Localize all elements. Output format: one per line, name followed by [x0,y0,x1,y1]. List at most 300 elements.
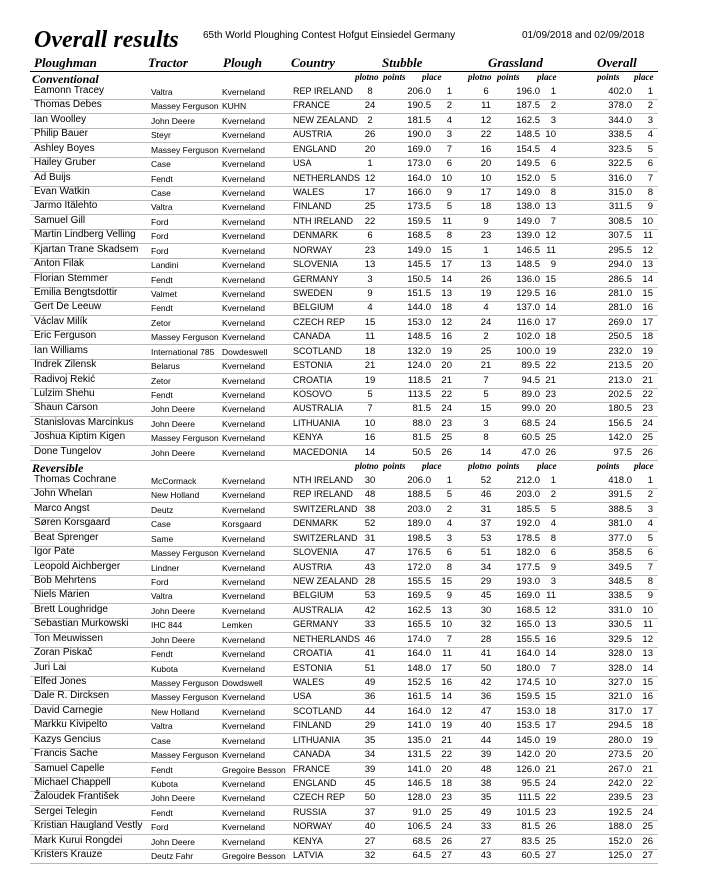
ploughman-name: John Whelan [34,488,93,500]
grassland-points: 149.0 [516,215,540,227]
stubble-place: 15 [441,244,452,256]
country-cell: SWITZERLAND [293,532,358,543]
grassland-place: 23 [545,806,556,818]
country-cell: CANADA [293,749,331,760]
overall-points: 329.5 [608,633,632,645]
stubble-plotno: 30 [364,475,376,486]
stubble-plotno: 22 [364,215,376,227]
stubble-place: 22 [441,749,452,761]
grassland-points: 177.5 [516,561,540,573]
stubble-place: 11 [442,215,452,227]
ploughman-name: Radivoj Rekić [34,373,96,385]
stubble-points: 169.5 [407,590,431,602]
grassland-points: 102.0 [516,331,540,343]
table-row [0,532,709,546]
grassland-plotno: 35 [480,792,492,804]
stubble-place: 21 [441,734,452,746]
overall-place-header: place [634,461,654,471]
overall-points: 286.5 [608,273,632,285]
plough-cell: Kverneland [222,433,266,444]
grassland-place: 4 [550,518,556,530]
plough-cell: Kverneland [222,361,266,372]
country-cell: SWITZERLAND [293,503,358,514]
ploughman-name: Emilia Bengtsdottir [34,287,118,299]
country-cell: SCOTLAND [293,345,343,356]
ploughman-name: Kjartan Trane Skadsem [34,243,139,255]
plough-cell: Kverneland [222,404,266,415]
stubble-points: 141.0 [407,763,431,775]
plough-cell: KUHN [222,101,247,112]
plough-cell: Kverneland [222,807,266,818]
grassland-place: 4 [550,143,556,155]
overall-place: 10 [642,215,653,227]
stubble-place: 19 [441,720,452,732]
plough-cell: Kverneland [222,188,266,198]
table-row [0,820,709,834]
stubble-place: 8 [446,561,452,573]
grassland-points: 126.0 [516,763,540,775]
overall-place: 4 [647,518,653,530]
grassland-place: 21 [545,763,556,775]
grassland-plotno: 11 [481,100,491,112]
plough-cell: Kverneland [222,735,266,746]
tractor-cell: IHC 844 [151,620,183,631]
plough-cell: Kverneland [222,375,266,386]
stubble-points: 181.5 [407,114,431,126]
stubble-plotno: 11 [365,331,375,343]
country-cell: SCOTLAND [293,705,343,716]
plough-cell: Kverneland [222,332,266,343]
overall-points: 152.0 [608,835,632,847]
overall-place: 22 [642,389,653,401]
stubble-place: 20 [441,360,452,372]
tractor-cell: John Deere [151,404,195,415]
stubble-place: 25 [441,432,452,444]
stubble-plotno: 48 [364,489,376,501]
grassland-plotno: 20 [480,158,492,170]
grassland-plotno: 29 [480,576,492,587]
grassland-points: 116.0 [516,316,540,328]
grassland-points: 203.0 [516,489,540,501]
plough-cell: Kverneland [222,274,266,285]
grassland-plotno: 30 [480,604,492,616]
stubble-place: 7 [446,633,452,645]
country-cell: MACEDONIA [293,446,348,457]
grassland-place: 8 [550,187,556,198]
column-header-country: Country [291,55,336,70]
plough-cell: Kverneland [222,317,266,328]
table-row [0,229,709,243]
grassland-place: 25 [545,432,556,444]
country-cell: CZECH REP [293,316,346,327]
grassland-place: 12 [545,604,556,616]
stubble-plotno: 7 [367,403,373,415]
grassland-place: 2 [550,489,556,501]
stubble-points: 173.0 [407,158,431,170]
stubble-points: 141.0 [407,720,431,732]
country-cell: CROATIA [293,648,333,659]
ploughman-name: Kazys Gencius [34,733,101,745]
grassland-place: 13 [545,619,556,631]
grassland-place-header: place [537,461,557,471]
overall-place: 5 [647,143,653,155]
ploughman-name: Ian Williams [34,344,88,356]
table-row [0,647,709,661]
grassland-plotno: 44 [480,734,492,746]
ploughman-name: Sebastian Murkowski [34,618,129,630]
grassland-place: 16 [545,288,556,300]
stubble-points: 81.5 [412,403,431,415]
plough-cell: Kverneland [222,173,266,184]
grassland-points: 68.5 [521,417,540,429]
stubble-place: 5 [446,201,452,213]
overall-place: 11 [643,230,653,242]
grassland-points: 111.5 [517,792,540,804]
stubble-place: 12 [441,316,452,328]
grassland-place: 18 [545,705,556,717]
tractor-cell: Landini [151,260,179,271]
overall-place: 12 [642,244,653,256]
table-row [0,806,709,820]
grassland-plotno: 34 [480,561,492,573]
column-header-stubble: Stubble [382,55,423,70]
overall-place: 26 [642,446,653,458]
grassland-plotno: 26 [480,273,492,285]
grassland-points: 129.5 [516,288,540,300]
plough-cell: Kverneland [222,418,266,429]
stubble-place: 18 [441,302,452,314]
overall-points: 311.5 [608,201,632,213]
table-row [0,114,709,128]
stubble-points: 148.5 [407,331,431,343]
plough-cell: Kverneland [222,231,266,242]
stubble-points: 198.5 [407,532,431,544]
grassland-plotno-header: plotno [468,461,492,471]
ploughman-name: Eric Ferguson [34,330,97,342]
ploughman-name: Igor Pate [34,546,75,558]
stubble-plotno: 32 [364,850,376,862]
grassland-points: 159.5 [516,691,540,703]
grassland-plotno: 46 [480,489,492,501]
grassland-place: 1 [550,86,556,97]
stubble-plotno: 2 [367,114,373,126]
stubble-place: 16 [441,331,452,343]
tractor-cell: Fendt [151,807,173,818]
grassland-points: 154.5 [516,143,540,155]
grassland-place: 25 [545,835,556,847]
overall-place: 25 [642,432,653,444]
overall-points: 156.5 [608,417,632,429]
overall-place: 6 [647,158,653,170]
overall-points: 349.5 [608,561,632,573]
table-row [0,446,709,460]
ploughman-name: Thomas Cochrane [34,474,117,485]
country-cell: ENGLAND [293,778,337,789]
overall-place: 15 [642,677,653,689]
stubble-points: 172.0 [407,561,431,573]
overall-points: 192.5 [608,806,632,818]
ploughman-name: Žaloudek František [34,791,120,803]
stubble-points-header: points [383,461,406,471]
stubble-place-header: place [422,72,442,82]
stubble-points: 146.5 [407,778,431,790]
stubble-place: 23 [441,417,452,429]
grassland-points: 196.0 [516,86,540,97]
grassland-plotno: 33 [480,821,492,833]
country-cell: ESTONIA [293,360,333,371]
overall-points: 331.0 [608,604,632,616]
tractor-cell: International 785 [151,346,215,357]
grassland-points: 155.5 [516,633,540,645]
grassland-plotno: 14 [480,446,492,458]
stubble-place: 9 [446,590,452,602]
grassland-place: 19 [545,345,556,357]
stubble-points: 151.5 [407,288,431,300]
stubble-points: 168.5 [407,230,431,242]
ploughman-name: Leopold Aichberger [34,560,121,572]
tractor-cell: John Deere [151,605,195,616]
grassland-plotno: 12 [480,114,492,126]
tractor-cell: Deutz Fahr [151,851,194,862]
overall-points: 281.0 [608,302,632,314]
country-cell: SLOVENIA [293,547,339,558]
tractor-cell: Fendt [151,173,173,184]
ploughman-name: Juri Lai [34,661,67,673]
table-row [0,474,709,488]
grassland-points: 148.5 [516,129,540,141]
grassland-place: 22 [545,360,556,372]
column-header-grassland: Grassland [488,55,543,70]
overall-points: 273.5 [608,749,632,761]
stubble-points: 68.5 [412,835,431,847]
grassland-plotno: 49 [480,806,492,818]
stubble-plotno: 34 [364,749,376,761]
table-row [0,748,709,762]
stubble-points: 188.5 [407,489,431,501]
stubble-place: 10 [441,619,452,631]
country-cell: CROATIA [293,374,333,385]
table-row [0,316,709,330]
grassland-place: 22 [545,792,556,804]
grassland-plotno: 10 [480,172,492,184]
stubble-plotno-header: plotno [355,72,379,82]
stubble-place: 5 [446,489,452,501]
stubble-plotno: 49 [364,677,376,689]
country-cell: WALES [293,677,325,688]
table-row [0,503,709,517]
table-row [0,244,709,258]
grassland-plotno: 28 [480,633,492,645]
stubble-place: 12 [441,705,452,717]
overall-place: 7 [647,172,653,184]
grassland-place: 20 [545,749,556,761]
stubble-points: 164.0 [407,648,431,660]
stubble-place: 1 [446,86,452,97]
stubble-plotno: 8 [367,86,373,97]
grassland-place: 15 [545,691,556,703]
country-cell: NORWAY [293,244,333,255]
grassland-plotno: 41 [480,648,492,660]
stubble-plotno: 44 [364,705,376,717]
stubble-plotno: 29 [364,720,376,732]
table-row [0,301,709,315]
stubble-plotno: 38 [364,503,376,515]
ploughman-name: David Carnegie [34,704,103,716]
stubble-place: 13 [441,288,452,300]
grassland-plotno: 4 [483,302,489,314]
grassland-plotno: 21 [480,360,492,372]
ploughman-name: Kristian Haugland Vestly [34,820,143,832]
stubble-plotno: 27 [364,835,376,847]
grassland-place: 9 [550,259,556,271]
ploughman-name: Kristers Krauze [34,849,103,861]
table-row [0,402,709,416]
tractor-cell: John Deere [151,418,195,429]
overall-points: 269.0 [608,316,632,328]
grassland-plotno: 23 [480,230,492,242]
stubble-plotno-header: plotno [355,461,379,471]
tractor-cell: Fendt [151,303,173,314]
overall-place: 10 [642,604,653,616]
country-cell: LATVIA [293,850,324,861]
grassland-points: 95.5 [521,778,540,790]
table-row [0,835,709,849]
table-row [0,662,709,676]
stubble-place: 11 [442,648,452,660]
stubble-plotno: 26 [364,129,376,141]
stubble-plotno: 24 [364,100,376,112]
grassland-points: 145.0 [516,734,540,746]
ploughman-name: Elfed Jones [34,676,87,688]
grassland-plotno: 37 [480,518,492,530]
contest-dates: 01/09/2018 and 02/09/2018 [522,30,645,41]
overall-points: 281.0 [608,288,632,300]
grassland-plotno: 1 [483,244,489,256]
stubble-points: 152.5 [407,677,431,689]
column-header-tractor: Tractor [148,55,188,70]
stubble-place: 14 [441,691,452,703]
stubble-plotno: 35 [364,734,376,746]
stubble-points: 164.0 [407,705,431,717]
grassland-points: 182.0 [516,547,540,559]
table-row [0,85,709,99]
table-row [0,488,709,502]
tractor-cell: McCormack [151,476,197,486]
ploughman-name: Brett Loughridge [34,603,108,615]
overall-points-header: points [597,461,620,471]
stubble-points: 176.5 [407,547,431,559]
grassland-plotno: 32 [480,619,492,631]
overall-place: 6 [647,547,653,559]
ploughman-name: Stanislovas Marcinkus [34,416,134,428]
stubble-plotno: 17 [364,187,376,198]
plough-cell: Kverneland [222,115,266,126]
tractor-cell: Fendt [151,274,173,285]
table-row [0,604,709,618]
ploughman-name: Markku Kivipelto [34,719,108,731]
plough-cell: Kverneland [222,245,266,256]
ploughman-name: Mark Kurui Rongdei [34,834,123,846]
overall-place: 5 [647,532,653,544]
stubble-place: 1 [446,475,452,486]
overall-points: 322.5 [608,158,632,170]
overall-points: 358.5 [608,547,632,559]
overall-place: 26 [642,835,653,847]
ploughman-name: Hailey Gruber [34,157,96,169]
stubble-plotno: 19 [364,374,376,386]
overall-place: 8 [647,576,653,587]
overall-place: 19 [642,734,653,746]
plough-cell: Kverneland [222,649,266,660]
stubble-points: 144.0 [407,302,431,314]
stubble-plotno: 6 [367,230,373,242]
overall-place: 8 [647,187,653,198]
overall-place: 19 [642,345,653,357]
stubble-plotno: 18 [364,345,376,357]
grassland-plotno: 45 [480,590,492,602]
grassland-plotno: 48 [480,763,492,775]
country-cell: FRANCE [293,763,331,774]
grassland-points: 81.5 [521,821,540,833]
country-cell: NEW ZEALAND [293,576,359,586]
grassland-points: 139.0 [516,230,540,242]
stubble-plotno: 20 [364,143,376,155]
plough-cell: Kverneland [222,87,266,97]
grassland-plotno: 42 [480,677,492,689]
grassland-points: 212.0 [516,475,540,486]
ploughman-name: Ian Woolley [34,113,87,125]
stubble-points: 106.5 [407,821,431,833]
table-row [0,258,709,272]
ploughman-name: Samuel Gill [34,214,86,226]
section-title: Conventional [32,72,99,86]
overall-points: 307.5 [608,230,632,242]
stubble-place: 2 [446,503,452,515]
overall-points-header: points [597,72,620,82]
country-cell: AUSTRIA [293,129,333,140]
plough-cell: Kverneland [222,750,266,761]
overall-points: 294.5 [608,720,632,732]
stubble-plotno: 51 [364,662,376,674]
tractor-cell: New Holland [151,706,200,717]
stubble-plotno: 25 [364,201,376,213]
stubble-points: 131.5 [407,749,431,761]
grassland-place: 3 [550,114,556,126]
tractor-cell: Case [151,159,171,170]
plough-cell: Kverneland [222,533,266,544]
grassland-place: 5 [550,503,556,515]
grassland-points: 47.0 [521,446,540,458]
stubble-points: 113.5 [407,389,431,401]
stubble-place: 9 [446,187,452,198]
grassland-plotno: 16 [480,143,492,155]
stubble-place: 16 [441,677,452,689]
country-cell: FINLAND [293,720,332,731]
table-row [0,128,709,142]
grassland-points: 164.0 [516,648,540,660]
tractor-cell: Zetor [151,375,171,386]
grassland-points: 193.0 [516,576,540,587]
table-row [0,186,709,200]
stubble-points-header: points [383,72,406,82]
stubble-points: 155.5 [407,576,431,587]
stubble-place: 17 [441,259,452,271]
country-cell: WALES [293,187,325,197]
plough-cell: Kverneland [222,289,266,300]
grassland-place: 11 [546,590,556,602]
stubble-points: 64.5 [412,850,431,862]
stubble-points: 206.0 [407,475,431,486]
